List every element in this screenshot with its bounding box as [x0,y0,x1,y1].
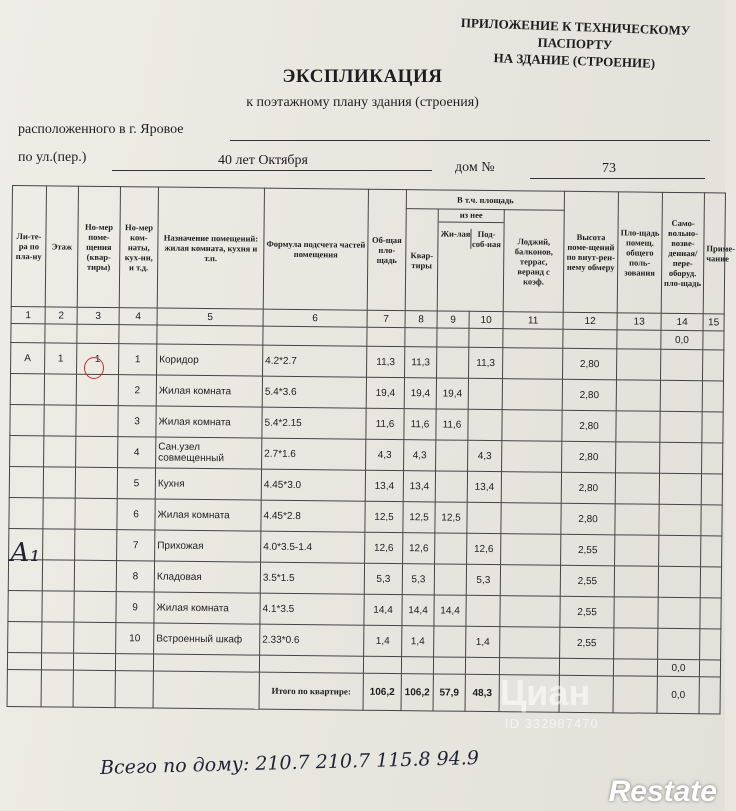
col-note: Приме-чание [703,193,725,314]
cell-litera [10,435,44,466]
cell-room-name: Кладовая [154,561,260,593]
cell-total-area: 12,5 [365,501,403,532]
cell-floor [42,622,74,653]
cell-formula: 4.45*2.8 [261,500,365,532]
cell-aux-area: 4,3 [468,440,502,471]
col-num: 15 [703,314,724,331]
cell-living-area [434,564,466,595]
cell-apartment-area: 13,4 [403,471,435,502]
cell-room-name: Кухня [155,468,261,500]
cell-total-area: 1,4 [364,625,402,656]
cell-height: 2,80 [561,503,615,535]
cell-room-name: Встроенный шкаф [154,623,260,655]
document-subtitle: к поэтажному плану здания (строения) [246,95,479,110]
cell-apartment-area: 1,4 [402,626,434,657]
cell-apartment-area: 5,3 [402,564,434,595]
handwritten-total-house: Всего по дому: 210.7 210.7 115.8 94.9 [99,747,480,779]
total-apartment-sum: 106,2 [401,674,433,711]
street-label: по ул.(пер.) [18,150,87,165]
located-underline [230,140,710,141]
cell-room-name: Коридор [157,344,263,376]
cell-room: 6 [117,499,155,530]
passport-stamp [424,13,726,74]
cell-apt: 1 [77,343,119,374]
cell-formula: 4.2*2.7 [263,345,367,377]
cell-apt [74,622,116,653]
cell-height: 2,80 [562,441,616,473]
cell-apartment-area: 11,6 [404,409,436,440]
cell-height: 2,55 [560,627,614,659]
cell-floor [44,436,76,467]
stamp-line-1: ПРИЛОЖЕНИЕ К ТЕХНИЧЕСКОМУ ПАСПОРТУ [460,15,691,53]
cell-formula: 4.1*3.5 [260,593,364,625]
cell-room: 7 [117,530,155,561]
cell-height: 2,80 [562,410,616,442]
col-apt-no: Но-мер поме-щения (квар-тиры) [77,186,120,307]
col-of-it [437,209,504,312]
col-num: 12 [563,312,617,330]
cell-litera: А [11,342,45,373]
cell-formula: 4.45*3.0 [261,469,365,501]
cell-aux-area: 5,3 [466,564,500,595]
red-circle-mark [84,357,104,379]
cian-watermark: Циан [500,672,591,713]
cell-floor [44,405,76,436]
col-num: 9 [437,311,469,328]
cell-litera [8,590,42,621]
house-label: дом № [455,160,495,175]
cell-height: 2,55 [561,534,615,566]
cell-living-area [435,533,467,564]
col-litera: Ли-те-ра по пла-ну [11,186,46,307]
col-num: 8 [405,311,437,328]
post-row-col14: 0,0 [657,659,699,676]
col-floor: Этаж [45,186,78,307]
handwritten-litera-a1: А₁ [10,538,41,568]
col-purpose: Назначение помещений: жилая комната, кухня и т.п. [157,187,264,309]
cell-living-area [435,471,467,502]
cell-aux-area: 12,6 [467,533,501,564]
cell-room: 8 [116,561,154,592]
cell-total-area: 11,3 [367,346,405,377]
located-label: расположенного в г. Яровое [18,122,184,137]
cell-living-area: 19,4 [436,378,468,409]
total-label: Итого по квартире: [259,672,363,710]
col-num: 3 [77,307,119,324]
cell-total-area: 14,4 [364,594,402,625]
cell-apt [76,405,118,436]
cell-room-name: Жилая комната [154,592,260,624]
street-underline [112,170,432,171]
col-loggia: Лоджий, балконов, террас, веранд с коэф. [503,210,564,313]
stamp-line-2: НА ЗДАНИЕ (СТРОЕНИЕ) [493,50,656,71]
cell-floor [43,467,75,498]
col-room-no: Но-мер ком-наты, кух-ни, и т.д. [119,187,158,308]
cell-apartment-area: 14,4 [402,595,434,626]
house-underline [530,178,705,179]
cell-apartment-area: 4,3 [404,440,436,471]
cell-height: 2,55 [560,565,614,597]
cell-room-name: Жилая комната [155,499,261,531]
total-living-sum: 57,9 [433,674,465,711]
cell-room-name: Прихожая [155,530,261,562]
col-num: 13 [617,313,661,330]
cell-apt [76,374,118,405]
col-formula: Формула подсчета частей помещения [263,188,368,310]
col-num: 4 [119,308,157,325]
cell-formula: 2.7*1.6 [262,438,366,470]
cell-litera [8,621,42,652]
document-title: ЭКСПЛИКАЦИЯ [282,66,443,87]
cell-floor [42,591,74,622]
cell-total-area: 13,4 [365,470,403,501]
cell-apartment-area: 12,6 [403,533,435,564]
cell-litera [10,373,44,404]
cell-height: 2,80 [562,379,616,411]
col-num: 2 [45,307,77,324]
cell-height: 2,55 [560,596,614,628]
pre-row-col14: 0,0 [661,330,703,349]
col-num: 14 [661,313,703,330]
cell-room-name: Жилая комната [156,406,262,438]
col-selfbuilt: Само-вольно-возве-денная/ пере-оборуд. пло-щадь [661,192,704,313]
cell-apt [74,560,116,591]
cell-room: 2 [118,375,156,406]
total-col14: 0,0 [657,676,699,713]
cell-room: 4 [118,437,156,468]
col-num: 10 [469,311,503,328]
total-area-sum: 106,2 [363,673,401,710]
cell-total-area: 11,6 [366,408,404,439]
cell-living-area [437,347,469,378]
col-height: Высота поме-щений по внут-рен-нему обмеру [563,191,618,313]
cell-aux-area [467,502,501,533]
cell-apt [74,591,116,622]
cell-total-area: 12,6 [365,532,403,563]
cell-litera [9,466,43,497]
cell-formula: 5.4*2.15 [262,407,366,439]
cell-living-area: 11,6 [436,409,468,440]
cell-room: 1 [119,344,157,375]
cell-apartment-area: 19,4 [404,378,436,409]
cell-height: 2,80 [561,472,615,504]
cell-apartment-area: 12,5 [403,502,435,533]
cell-formula: 2.33*0.6 [260,624,364,656]
cell-room-name: Сан.узел совмещенный [156,437,262,469]
cell-living-area [434,626,466,657]
cell-room: 5 [117,468,155,499]
cell-total-area: 19,4 [366,377,404,408]
of-it-label: из нее [439,209,504,223]
header-row-1 [12,186,725,212]
cell-aux-area [468,409,502,440]
cell-litera [10,404,44,435]
cell-living-area: 14,4 [434,595,466,626]
total-row [7,669,720,713]
cell-floor: 1 [45,343,77,374]
col-num: 1 [11,306,45,323]
cell-room: 9 [116,592,154,623]
cell-aux-area: 1,4 [466,626,500,657]
cell-apt [75,529,117,560]
col-apartments: Квар-тиры [405,209,438,311]
cell-apartment-area: 11,3 [405,347,437,378]
col-total-area: Об-щая пло-щадь [367,189,406,310]
cell-total-area: 4,3 [366,439,404,470]
cell-height: 2,80 [563,348,617,380]
col-common: Пло-щадь помещ. общего поль-зования [617,192,662,313]
cell-total-area: 5,3 [364,563,402,594]
cell-litera [9,497,43,528]
cell-apt [75,467,117,498]
cell-floor [43,498,75,529]
room-rows [8,342,724,659]
col-auxiliary: Под-соб-ная [471,228,501,250]
cell-apt [76,436,118,467]
cell-formula: 5.4*3.6 [262,376,366,408]
col-incl-area: В т.ч. площадь [406,190,564,211]
col-num: 6 [263,309,367,327]
col-num: 11 [503,312,563,330]
cell-aux-area: 11,3 [469,347,503,378]
house-value: 73 [602,161,616,176]
cell-room: 3 [118,406,156,437]
restate-logo: Restate [608,775,717,808]
cell-aux-area [466,595,500,626]
cell-formula: 3.5*1.5 [260,562,364,594]
cell-floor [43,529,75,560]
total-aux-sum: 48,3 [465,674,499,711]
cell-apt [75,498,117,529]
cell-floor [42,560,74,591]
col-num: 5 [157,308,263,326]
listing-id-watermark: ID 332987470 [505,716,599,731]
cell-aux-area [468,378,502,409]
cell-floor [44,374,76,405]
cell-living-area: 12,5 [435,502,467,533]
cell-room-name: Жилая комната [156,375,262,407]
explication-table [7,185,736,714]
cell-aux-area: 13,4 [467,471,501,502]
cell-living-area [436,440,468,471]
col-num: 7 [367,310,405,327]
cell-formula: 4.0*3.5-1.4 [261,531,365,563]
col-living: Жи-лая [440,228,471,239]
street-value: 40 лет Октября [218,153,308,168]
cell-room: 10 [116,623,154,654]
